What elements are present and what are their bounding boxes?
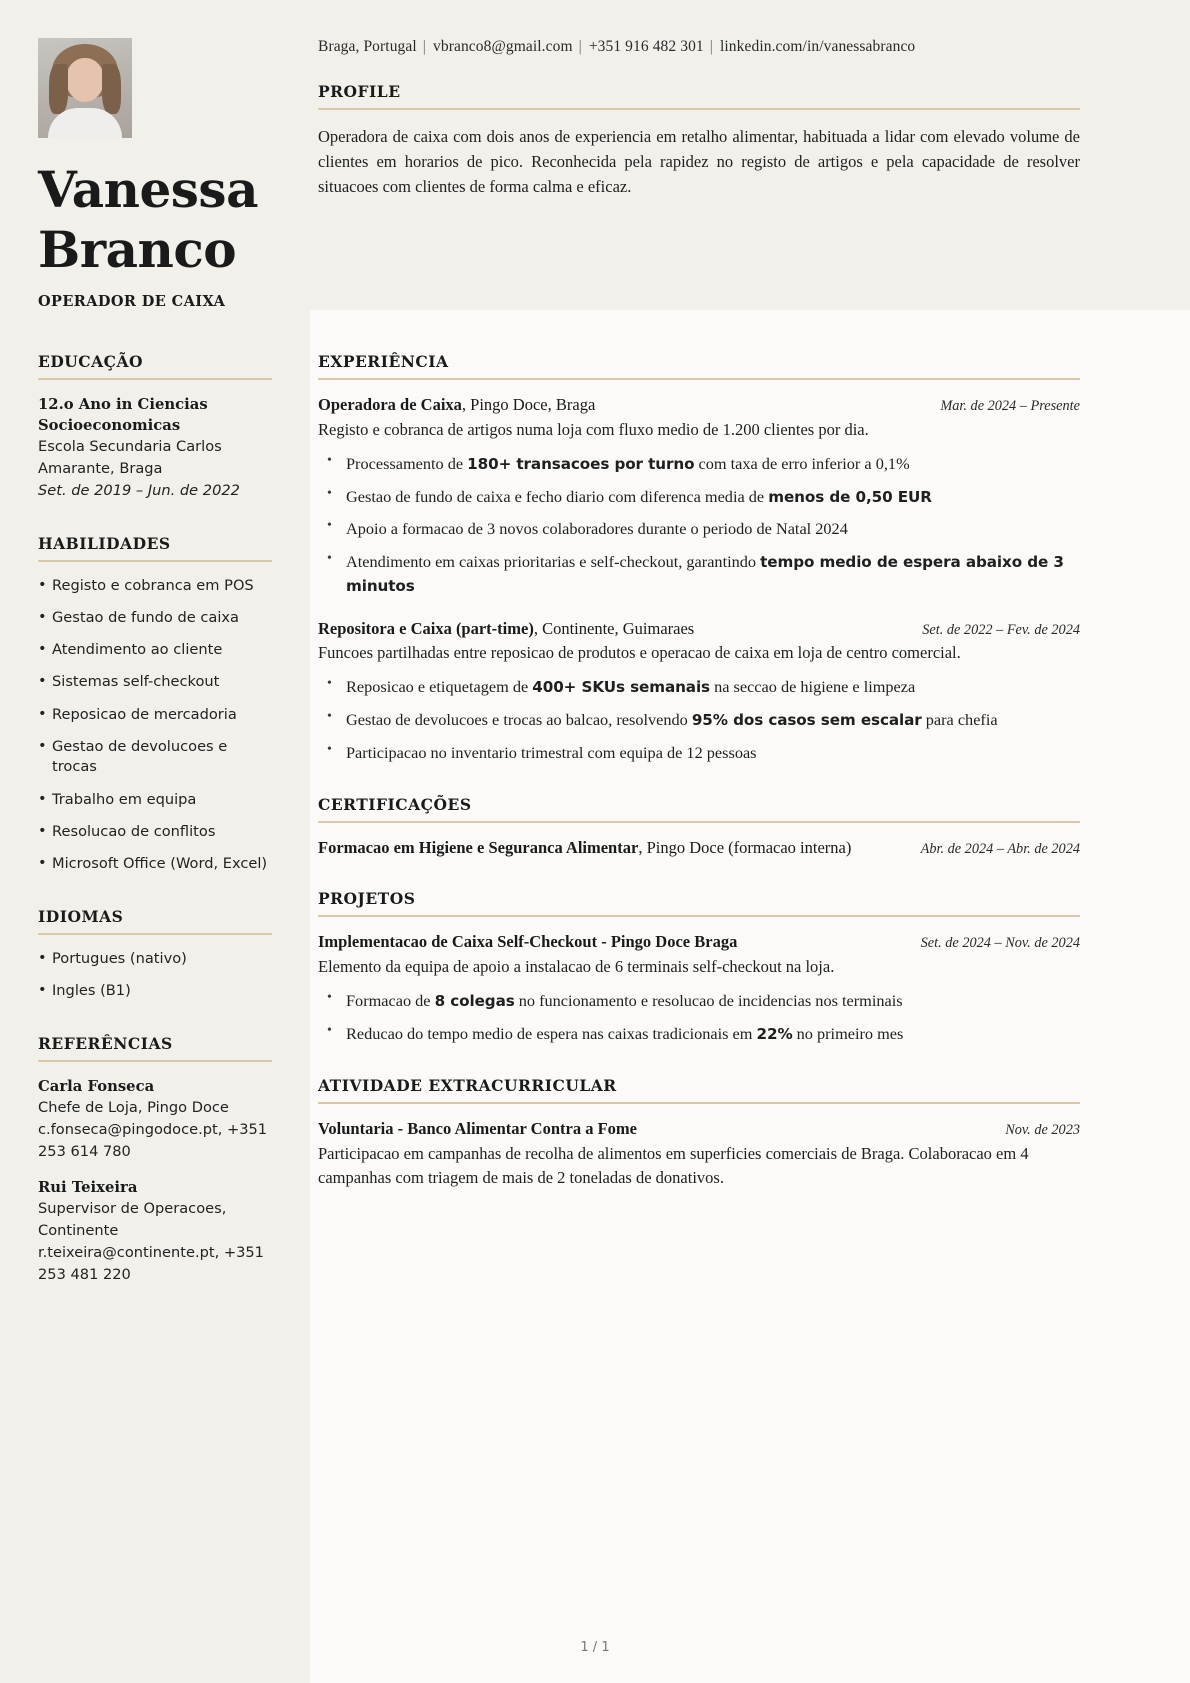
education-item <box>38 394 272 502</box>
entry-title <box>318 1118 989 1141</box>
skills-heading: HABILIDADES <box>38 533 171 553</box>
entry-date: Set. de 2024 – Nov. de 2024 <box>920 935 1080 952</box>
bullet-highlight: 95% dos casos sem escalar <box>691 711 922 730</box>
experience-heading: EXPERIÊNCIA <box>318 352 449 371</box>
profile-text: Operadora de caixa com dois anos de experiencia em retalho alimentar, habituada a lidar com elevado volume de clientes em horarios de pico. Reconhecida pela rapidez no registo de artigos e pela capacidade de resolver situacoes com clientes de forma calma e eficaz. <box>318 127 1080 197</box>
sidebar <box>0 310 310 1683</box>
candidate-job-title: OPERADOR DE CAIXA <box>38 293 226 310</box>
section-extracurricular <box>318 1076 1080 1190</box>
main-content <box>310 310 1190 1683</box>
certifications-divider <box>318 821 1080 823</box>
list-item: • Atendimento ao cliente <box>38 640 272 661</box>
certifications-heading: CERTIFICAÇÕES <box>318 794 472 814</box>
section-skills <box>38 534 272 875</box>
candidate-name <box>38 160 310 280</box>
entry-role: Formacao em Higiene e Seguranca Alimentar <box>318 837 639 857</box>
bullet-item: • Processamento de 180+ transacoes por turno com taxa de erro inferior a 0,1% <box>318 452 1080 476</box>
name-last: Branco <box>38 220 237 279</box>
list-item: • Gestao de devolucoes e trocas <box>38 737 272 778</box>
contact-linkedin[interactable]: linkedin.com/in/vanessabranco <box>719 38 916 55</box>
reference-name: Rui Teixeira <box>38 1179 138 1197</box>
avatar <box>38 38 132 138</box>
list-item: • Gestao de fundo de caixa <box>38 608 272 629</box>
entry-role: Operadora de Caixa <box>318 395 462 414</box>
experience-list <box>318 394 1080 765</box>
reference-role: Supervisor de Operacoes, Continente <box>38 1200 227 1240</box>
resume-body <box>0 310 1190 1683</box>
education-school: Escola Secundaria Carlos Amarante, Braga <box>38 438 222 477</box>
projects-heading: PROJETOS <box>318 889 416 909</box>
bullet-item: • Gestao de devolucoes e trocas ao balcao, resolvendo 95% dos casos sem escalar para chefia <box>318 708 1080 732</box>
education-list <box>38 394 272 502</box>
resume-header <box>0 0 1190 310</box>
list-item: • Ingles (B1) <box>38 981 272 1002</box>
entry-title <box>318 394 924 417</box>
languages-heading: IDIOMAS <box>38 906 124 926</box>
entry <box>318 931 1080 1045</box>
references-divider <box>38 1060 272 1062</box>
entry-header <box>318 394 1080 417</box>
entry-org: , Pingo Doce (formacao interna) <box>638 837 852 857</box>
list-item: • Reposicao de mercadoria <box>38 705 272 726</box>
entry <box>318 618 1080 765</box>
reference-contact: c.fonseca@pingodoce.pt, +351 253 614 780 <box>38 1120 268 1160</box>
contact-separator-1: | <box>422 38 426 55</box>
entry-header <box>318 618 1080 641</box>
section-profile <box>318 82 1080 199</box>
education-divider <box>38 378 272 380</box>
entry-title <box>318 931 905 954</box>
projects-list <box>318 931 1080 1045</box>
extracurricular-divider <box>318 1102 1080 1104</box>
skills-list <box>38 576 272 875</box>
bullet-item: • Atendimento em caixas prioritarias e self-checkout, garantindo tempo medio de espera abaixo de 3 minutos <box>318 550 1080 598</box>
reference-name: Carla Fonseca <box>38 1077 155 1095</box>
references-heading: REFERÊNCIAS <box>38 1033 173 1053</box>
entry-title <box>318 837 905 860</box>
entry <box>318 837 1080 860</box>
entry <box>318 1118 1080 1190</box>
contact-location: Braga, Portugal <box>318 38 417 55</box>
skills-divider <box>38 560 272 562</box>
section-education <box>38 352 272 502</box>
avatar-hair-left <box>102 64 121 114</box>
section-projects <box>318 889 1080 1045</box>
education-dates: Set. de 2019 – Jun. de 2022 <box>38 481 240 499</box>
languages-divider <box>38 933 272 935</box>
entry-summary: Registo e cobranca de artigos numa loja com fluxo medio de 1.200 clientes por dia. <box>318 419 869 439</box>
list-item: • Registo e cobranca em POS <box>38 576 272 597</box>
bullet-item: • Reducao do tempo medio de espera nas caixas tradicionais em 22% no primeiro mes <box>318 1022 1080 1046</box>
profile-divider <box>318 108 1080 110</box>
education-degree: 12.o Ano in Ciencias Socioeconomicas <box>38 396 208 434</box>
avatar-face <box>66 58 104 102</box>
entry-bullets <box>318 452 1080 598</box>
entry-date: Abr. de 2024 – Abr. de 2024 <box>920 840 1080 857</box>
section-references <box>38 1034 272 1286</box>
profile-heading: PROFILE <box>318 82 401 101</box>
bullet-highlight: menos de 0,50 EUR <box>768 487 932 506</box>
entry-summary: Elemento da equipa de apoio a instalacao de 6 terminais self-checkout na loja. <box>318 957 835 977</box>
bullet-item: • Apoio a formacao de 3 novos colaboradores durante o periodo de Natal 2024 <box>318 517 1080 540</box>
bullet-item: • Gestao de fundo de caixa e fecho diario com diferenca media de menos de 0,50 EUR <box>318 485 1080 509</box>
list-item: • Trabalho em equipa <box>38 790 272 811</box>
entry-date: Mar. de 2024 – Presente <box>940 398 1080 414</box>
contact-line <box>318 38 1080 56</box>
projects-divider <box>318 915 1080 917</box>
entry-org: , Pingo Doce, Braga <box>461 395 596 414</box>
entry-summary: Participacao em campanhas de recolha de alimentos em superficies comerciais de Braga. Colaboracao em 4 campanhas com triagem de mais de 2 toneladas de donativos. <box>318 1143 1029 1187</box>
section-experience <box>318 352 1080 765</box>
extracurricular-heading: ATIVIDADE EXTRACURRICULAR <box>318 1075 617 1095</box>
entry-bullets <box>318 675 1080 764</box>
experience-divider <box>318 378 1080 380</box>
entry-header <box>318 1118 1080 1141</box>
contact-separator-3: | <box>709 38 713 55</box>
entry-role: Repositora e Caixa (part-time) <box>318 618 534 638</box>
languages-list <box>38 949 272 1002</box>
entry-role: Implementacao de Caixa Self-Checkout - Pingo Doce Braga <box>318 932 738 952</box>
extracurricular-list <box>318 1118 1080 1190</box>
name-first: Vanessa <box>38 160 258 219</box>
list-item: • Sistemas self-checkout <box>38 672 272 693</box>
bullet-item: • Participacao no inventario trimestral com equipa de 12 pessoas <box>318 741 1080 764</box>
reference-item <box>38 1076 272 1163</box>
certifications-list <box>318 837 1080 860</box>
header-identity <box>0 0 310 310</box>
entry-header <box>318 931 1080 954</box>
reference-item <box>38 1177 272 1286</box>
education-heading: EDUCAÇÃO <box>38 352 143 371</box>
contact-separator-2: | <box>578 38 582 55</box>
list-item: • Portugues (nativo) <box>38 949 272 970</box>
entry-title <box>318 618 906 641</box>
entry-bullets <box>318 989 1080 1046</box>
bullet-highlight: 400+ SKUs semanais <box>532 678 711 697</box>
bullet-item: • Reposicao e etiquetagem de 400+ SKUs semanais na seccao de higiene e limpeza <box>318 675 1080 699</box>
header-contact-area <box>310 0 1190 310</box>
entry-summary: Funcoes partilhadas entre reposicao de produtos e operacao de caixa em loja de centro comercial. <box>318 643 961 663</box>
entry-date: Nov. de 2023 <box>1005 1121 1080 1138</box>
reference-contact: r.teixeira@continente.pt, +351 253 481 220 <box>38 1244 264 1284</box>
bullet-highlight: tempo medio de espera abaixo de 3 minutos <box>346 552 1064 595</box>
bullet-highlight: 22% <box>756 1024 793 1043</box>
section-languages <box>38 907 272 1002</box>
list-item: • Microsoft Office (Word, Excel) <box>38 854 272 875</box>
entry-role: Voluntaria - Banco Alimentar Contra a Fome <box>318 1118 637 1138</box>
page-footer: 1 / 1 <box>580 1640 610 1655</box>
contact-phone[interactable]: +351 916 482 301 <box>588 38 704 55</box>
entry-header <box>318 837 1080 860</box>
list-item: • Resolucao de conflitos <box>38 822 272 843</box>
bullet-highlight: 8 colegas <box>434 992 515 1011</box>
entry-org: , Continente, Guimaraes <box>533 618 695 638</box>
entry-date: Set. de 2022 – Fev. de 2024 <box>922 621 1080 638</box>
section-certifications <box>318 795 1080 860</box>
bullet-highlight: 180+ transacoes por turno <box>467 454 695 473</box>
contact-email[interactable]: vbranco8@gmail.com <box>433 38 573 55</box>
entry <box>318 394 1080 598</box>
bullet-item: • Formacao de 8 colegas no funcionamento e resolucao de incidencias nos terminais <box>318 989 1080 1013</box>
avatar-hair-right <box>49 64 68 114</box>
reference-role: Chefe de Loja, Pingo Doce <box>38 1098 229 1116</box>
